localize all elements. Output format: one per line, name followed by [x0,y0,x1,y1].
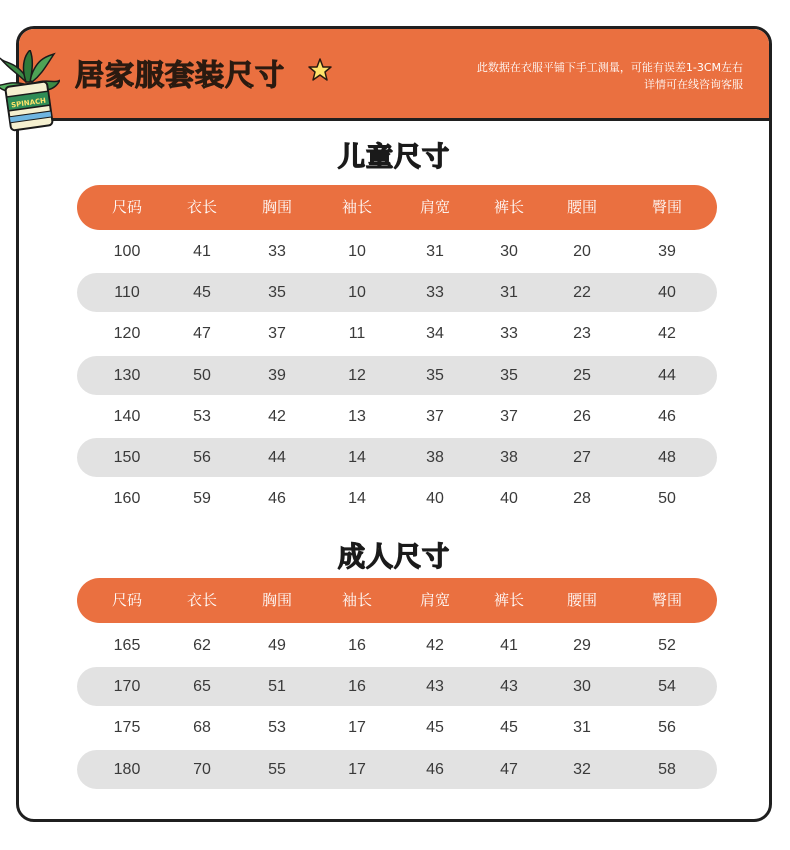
table-cell: 31 [500,284,518,302]
table-cell: 40 [426,490,444,508]
table-cell: 38 [426,449,444,466]
table-cell: 47 [500,760,518,778]
column-header: 袖长 [341,198,372,216]
table-cell: 130 [113,366,141,384]
note-line-2: 详情可在线咨询客服 [644,78,743,91]
table-cell: 110 [114,284,140,302]
table-cell: 68 [193,719,211,737]
table-cell: 175 [113,719,141,737]
column-header: 尺码 [111,198,142,216]
table-cell: 38 [500,449,518,466]
table-cell: 41 [500,637,518,654]
table-row [77,708,717,747]
table-cell: 165 [113,637,141,654]
table-cell: 33 [500,325,518,343]
table-cell: 23 [573,325,591,343]
table-cell: 40 [500,490,518,508]
table-cell: 180 [113,760,141,778]
children-table-header [77,185,717,230]
table-row [77,314,717,353]
table-cell: 30 [500,243,518,260]
table-cell: 55 [268,760,286,778]
table-cell: 29 [573,637,591,654]
table-row [77,356,717,395]
table-row [77,479,717,518]
table-cell: 37 [500,407,518,425]
column-header: 袖长 [341,591,372,609]
table-cell: 120 [113,325,141,343]
star-icon [307,57,333,83]
table-cell: 62 [193,637,211,654]
column-header: 胸围 [261,198,292,216]
column-header: 胸围 [261,591,292,609]
table-cell: 30 [573,678,591,696]
table-cell: 59 [193,490,211,508]
table-cell: 52 [658,637,676,654]
column-header: 裤长 [493,198,524,216]
children-section-title: 儿童尺寸 [338,142,450,173]
table-cell: 45 [500,719,518,737]
table-cell: 170 [113,678,141,696]
table-cell: 35 [500,366,518,384]
table-cell: 100 [113,243,141,260]
column-header: 尺码 [111,591,142,609]
table-cell: 160 [113,490,141,508]
table-cell: 27 [573,449,591,466]
table-cell: 20 [573,243,591,260]
table-cell: 46 [658,407,676,425]
note-line-1: 此数据在衣服平铺下手工测量，可能有误差1-3CM左右 [476,61,743,74]
column-header: 裤长 [493,591,524,609]
table-cell: 14 [348,449,366,466]
table-cell: 41 [193,243,211,260]
table-cell: 39 [268,366,286,384]
table-cell: 37 [268,325,286,343]
table-cell: 43 [500,678,518,696]
table-cell: 45 [426,719,444,737]
table-cell: 33 [268,243,286,260]
adults-section-title: 成人尺寸 [338,542,450,573]
column-header: 腰围 [566,198,597,216]
table-cell: 32 [573,760,591,778]
table-cell: 31 [426,243,444,260]
column-header: 衣长 [186,198,217,216]
table-cell: 17 [348,760,366,778]
table-cell: 26 [573,407,591,425]
table-cell: 49 [268,637,286,654]
table-cell: 42 [426,637,444,654]
header-banner [19,29,769,121]
column-header: 腰围 [566,591,597,609]
table-cell: 22 [573,284,591,302]
table-cell: 12 [348,366,366,384]
column-header: 臀围 [651,198,682,216]
column-header: 肩宽 [419,198,450,216]
table-cell: 54 [658,678,676,696]
table-cell: 50 [658,490,676,508]
table-cell: 14 [348,490,366,508]
table-cell: 53 [268,719,286,737]
table-cell: 31 [573,719,591,737]
table-row [77,667,717,706]
table-cell: 140 [113,407,141,425]
table-cell: 16 [348,637,366,654]
table-cell: 13 [348,407,366,425]
table-cell: 58 [658,760,676,778]
table-cell: 16 [348,678,366,696]
table-cell: 10 [348,243,366,260]
table-cell: 45 [193,284,211,302]
table-cell: 33 [426,284,444,302]
table-cell: 42 [268,407,286,425]
spinach-can-icon [0,50,60,132]
table-cell: 46 [426,760,444,778]
adults-table-header [77,578,717,623]
table-cell: 11 [348,325,366,343]
table-cell: 28 [573,490,591,508]
measurement-note [477,59,743,93]
table-cell: 44 [658,366,676,384]
table-cell: 56 [193,449,211,466]
table-cell: 53 [193,407,211,425]
table-row [77,397,717,436]
column-header: 衣长 [186,591,217,609]
table-cell: 40 [658,284,676,302]
page-title: 居家服套装尺寸 [75,58,286,92]
column-header: 肩宽 [419,591,450,609]
table-cell: 70 [193,760,211,778]
table-cell: 43 [426,678,444,696]
table-cell: 39 [658,243,676,260]
table-cell: 48 [658,449,676,466]
table-cell: 25 [573,366,591,384]
table-row [77,626,717,665]
table-cell: 50 [193,366,211,384]
table-row [77,750,717,789]
table-cell: 10 [348,284,366,302]
table-row [77,438,717,477]
size-chart-card [16,26,772,822]
table-cell: 44 [268,449,286,466]
table-cell: 150 [113,449,141,466]
table-row [77,273,717,312]
table-cell: 47 [193,325,211,343]
table-cell: 56 [658,719,676,737]
table-row [77,232,717,271]
table-cell: 35 [426,366,444,384]
table-cell: 65 [193,678,211,696]
spinach-label: SPINACH [10,96,47,110]
table-cell: 46 [268,490,286,508]
table-cell: 17 [348,719,366,737]
table-cell: 42 [658,325,676,343]
table-cell: 35 [268,284,286,302]
table-cell: 34 [426,325,444,343]
column-header: 臀围 [651,591,682,609]
table-cell: 37 [426,407,444,425]
table-cell: 51 [268,678,286,696]
